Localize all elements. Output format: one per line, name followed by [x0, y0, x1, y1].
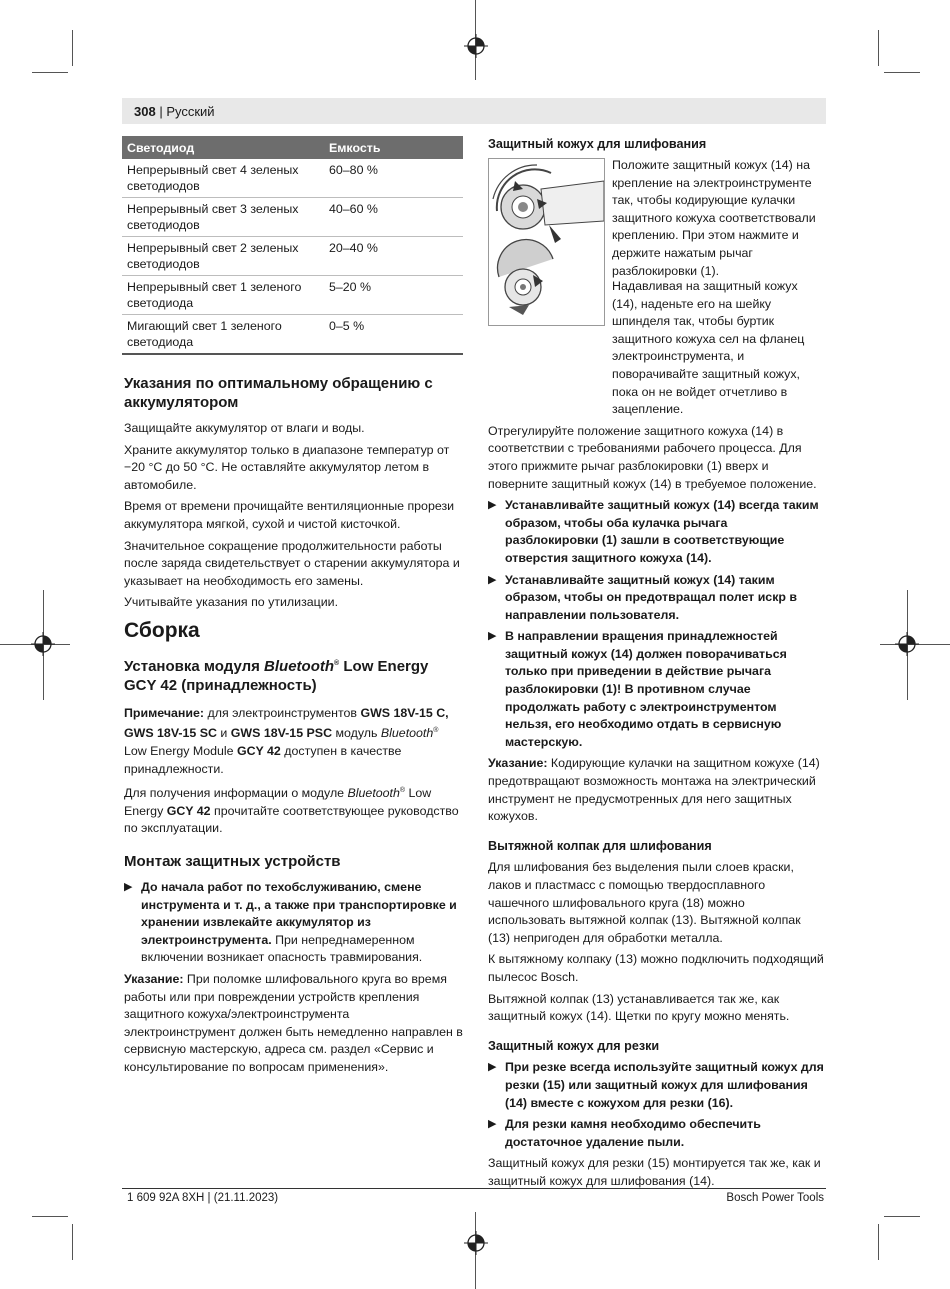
table-row — [122, 198, 463, 237]
registration-target-icon — [31, 632, 55, 656]
crop-mark — [32, 72, 68, 73]
left-column-assembly — [124, 619, 464, 1081]
registration-target-icon — [895, 632, 919, 656]
grinding-guard-heading: Защитный кожух для шлифования — [488, 137, 707, 151]
warning-bullet: ▶ Устанавливайте защитный кожух (14) таким образом, чтобы он предотвращал полет искр в направлении пользователя. — [488, 572, 798, 622]
page-header-bar — [122, 98, 826, 124]
footer-rule — [122, 1188, 826, 1189]
bullet-triangle-icon: ▶ — [488, 499, 497, 512]
table-cell: 20–40 % — [324, 237, 463, 276]
grinding-guard-text — [612, 157, 824, 280]
table-cell: Непрерывный свет 2 зеленых светодиодов — [122, 237, 324, 276]
table-cell: Непрерывный свет 1 зеленого светодиода — [122, 276, 324, 315]
table-row — [122, 159, 463, 198]
paragraph: Значительное сокращение продолжительности работы после заряда свидетельствует о старении аккумулятора и указывает на необходимость его замены. — [124, 538, 460, 588]
table-cell: Непрерывный свет 4 зеленых светодиодов — [122, 159, 324, 198]
table-cell: 5–20 % — [324, 276, 463, 315]
crop-mark — [884, 1216, 920, 1217]
paragraph: Время от времени прочищайте вентиляционные прорези аккумулятора мягкой, сухой и чистой кисточкой. — [124, 499, 455, 531]
crop-mark — [72, 1224, 73, 1260]
bullet-triangle-icon: ▶ — [124, 881, 133, 893]
table-header-row — [122, 136, 463, 159]
warning-bullet: ▶ До начала работ по техобслуживанию, смене инструмента и т. д., а также при транспортировке и хранении извлекайте аккумулятор из электроинструмента. При непреднамеренном включении возникает опасность травмирования. — [124, 880, 457, 965]
note-paragraph: Указание: При поломке шлифовального круга во время работы или при повреждении устройств крепления защитного кожуха/электроинструмента электроинструмент должен быть немедленно направлен в сервисную мастерскую, адреса см. раздел «Сервис и консультирование по вопросам применения». — [124, 971, 463, 1074]
page-number: 308 — [134, 104, 156, 119]
table-cell: Мигающий свет 1 зеленого светодиода — [122, 315, 324, 355]
paragraph: Положите защитный кожух (14) на крепление на электроинструменте так, чтобы кодирующие кулачки защитного кожуха соответствовали креплению. При этом нажмите и держите нажатым рычаг разблокировки (1). — [612, 158, 816, 278]
note-paragraph: Примечание: для электроинструментов GWS 18V-15 C, GWS 18V-15 SC и GWS 18V-15 PSC модуль Bluetooth® Low Energy Module GCY 42 доступен в качестве принадлежности. — [124, 705, 449, 776]
table-row — [122, 315, 463, 355]
page-language: Русский — [166, 104, 215, 119]
paragraph: К вытяжному колпаку (13) можно подключить подходящий пылесос Bosch. — [488, 952, 824, 984]
crop-mark — [878, 1224, 879, 1260]
extraction-hood-heading: Вытяжной колпак для шлифования — [488, 838, 712, 853]
guards-heading: Монтаж защитных устройств — [124, 853, 341, 870]
crop-mark — [32, 1216, 68, 1217]
led-capacity-table — [122, 136, 463, 355]
column-header: Емкость — [324, 136, 463, 159]
paragraph: Отрегулируйте положение защитного кожуха (14) в соответствии с требованиями рабочего процесса. Для этого прижмите рычаг разблокировки (1) вверх и поверните защитный кожух (14) в требуемое положение. — [488, 423, 817, 491]
bullet-triangle-icon: ▶ — [488, 573, 497, 586]
grinding-guard-text-2 — [488, 278, 824, 1195]
bullet-triangle-icon: ▶ — [488, 630, 497, 643]
paragraph: Вытяжной колпак (13) устанавливается так же, как защитный кожух (14). Щетки по кругу можно менять. — [488, 991, 790, 1024]
registration-target-icon — [464, 34, 488, 58]
warning-bullet: ▶ В направлении вращения принадлежностей защитный кожух (14) должен поворачиваться только при приведении в действие рычага разблокировки (1)! В противном случае продолжать работу с электроинструментом нельзя, его необходимо отдать в сервисную мастерскую. — [488, 629, 787, 749]
table-cell: 0–5 % — [324, 315, 463, 355]
crop-mark — [884, 72, 920, 73]
note-paragraph: Указание: Кодирующие кулачки на защитном кожухе (14) предотвращают возможность монтажа на электрический инструмент не предусмотренных для него защитных кожухов. — [488, 756, 820, 824]
left-column-battery — [124, 374, 464, 616]
paragraph: Для получения информации о модуле Bluetooth® Low Energy GCY 42 прочитайте соответствующее руководство по эксплуатации. — [124, 786, 459, 836]
paragraph: Учитывайте указания по утилизации. — [124, 595, 339, 610]
registration-target-icon — [464, 1231, 488, 1255]
table-row — [122, 276, 463, 315]
crop-mark — [878, 30, 879, 66]
warning-bullet: ▶ Устанавливайте защитный кожух (14) всегда таким образом, чтобы оба кулачка рычага разблокировки (1) зашли в соответствующие отверстия защитного кожуха (14). — [488, 498, 819, 565]
page-header: 308 | Русский — [134, 104, 215, 119]
cutting-guard-heading: Защитный кожух для резки — [488, 1038, 660, 1053]
assembly-heading: Сборка — [124, 619, 200, 642]
paragraph: Храните аккумулятор только в диапазоне температур от −20 °C до 50 °C. Не оставляйте аккумулятор летом в автомобиле. — [124, 442, 450, 492]
battery-heading: Указания по оптимальному обращению с аккумулятором — [124, 375, 433, 411]
paragraph: Защищайте аккумулятор от влаги и воды. — [124, 421, 365, 435]
paragraph: Надавливая на защитный кожух (14), наденьте его на шейку шпинделя так, чтобы буртик защитного кожуха сел на фланец электроинструмента, и поворачивайте защитный кожух, пока он не войдет отчетливо в зацепление. — [612, 279, 805, 417]
paragraph: Защитный кожух для резки (15) монтируется так же, как и защитный кожух для шлифования (14). — [488, 1156, 821, 1188]
table-cell: Непрерывный свет 3 зеленых светодиодов — [122, 198, 324, 237]
warning-bullet: ▶ Для резки камня необходимо обеспечить достаточное удаление пыли. — [488, 1117, 761, 1149]
table-cell: 60–80 % — [324, 159, 463, 198]
footer-brand: Bosch Power Tools — [726, 1192, 824, 1204]
paragraph: Для шлифования без выделения пыли слоев краски, лаков и пластмасс с помощью твердосплавного чашечного шлифовального круга (18) можно использовать вытяжной колпак (13). Вытяжной колпак (13) непригоден для обработки металла. — [488, 860, 801, 945]
crop-mark — [72, 30, 73, 66]
bullet-triangle-icon: ▶ — [488, 1118, 497, 1131]
grinder-guard-illustration-top — [493, 165, 604, 243]
bullet-triangle-icon: ▶ — [488, 1061, 497, 1074]
warning-bullet: ▶ При резке всегда используйте защитный кожух для резки (15) или защитный кожух для шлифования (14) вместе с кожухом для резки (16). — [488, 1060, 824, 1110]
column-header: Светодиод — [122, 136, 324, 159]
table-cell: 40–60 % — [324, 198, 463, 237]
bluetooth-heading: Установка модуля Bluetooth® Low Energy GCY 42 (принадлежность) — [124, 657, 429, 694]
footer-doc-id: 1 609 92A 8XH | (21.11.2023) — [127, 1192, 279, 1204]
table-row — [122, 237, 463, 276]
